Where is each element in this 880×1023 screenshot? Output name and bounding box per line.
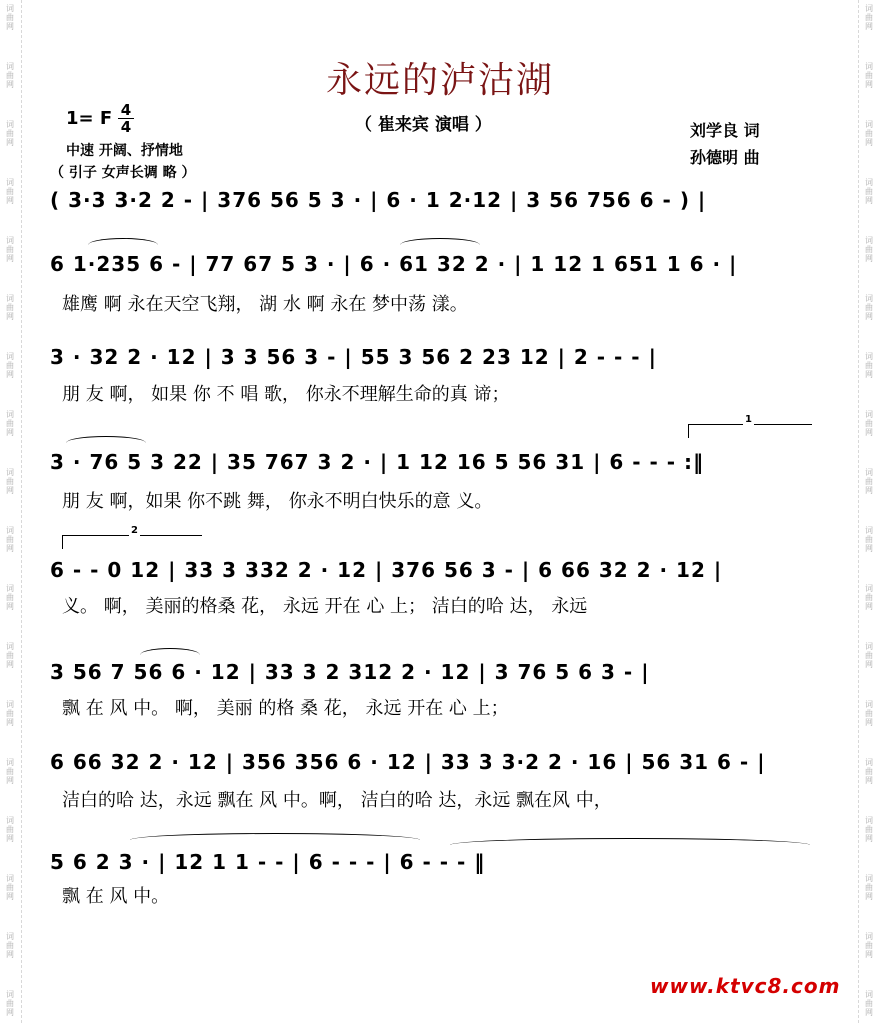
- side-watermark-text: 词 曲 网: [865, 352, 873, 379]
- tie-mark: [400, 238, 480, 252]
- time-signature: [118, 102, 134, 135]
- side-watermark-text: 词 曲 网: [6, 874, 14, 901]
- side-watermark-text: 词 曲 网: [865, 526, 873, 553]
- tempo-marking: 中速 开阔、抒情地: [66, 143, 183, 159]
- side-watermark-text: 词 曲 网: [6, 62, 14, 89]
- side-watermark-text: 词 曲 网: [865, 758, 873, 785]
- volta-label-1: 1: [745, 414, 752, 425]
- lyrics-row-2: 雄鹰 啊 永在天空飞翔， 湖 水 啊 永在 梦中荡 漾。: [62, 294, 468, 315]
- tie-mark: [88, 238, 158, 252]
- notation-row-4: 3 · 76 5 3 22 | 35 767 3 2 · | 1 12 16 5 56 31 | 6 - - - :‖: [50, 450, 705, 474]
- side-watermark-text: 词 曲 网: [6, 468, 14, 495]
- side-watermark-text: 词 曲 网: [865, 468, 873, 495]
- lyrics-row-7: 洁白的哈 达，永远 飘在 风 中。啊， 洁白的哈 达，永远 飘在风 中，: [62, 790, 612, 811]
- notation-row-1: ( 3·3 3·2 2 - | 376 56 5 3 · | 6 · 1 2·12 | 3 56 756 6 - ) |: [50, 188, 707, 212]
- side-watermark-text: 词 曲 网: [865, 990, 873, 1017]
- side-watermark-text: 词 曲 网: [6, 700, 14, 727]
- lyrics-row-3: 朋 友 啊， 如果 你 不 唱 歌， 你永不理解生命的真 谛；: [62, 384, 510, 405]
- time-signature-top: 4: [118, 102, 134, 119]
- tie-mark: [66, 436, 146, 450]
- intro-note: （ 引子 女声长调 略 ）: [50, 165, 196, 181]
- side-watermark-text: 词 曲 网: [865, 932, 873, 959]
- side-watermark-text: 词 曲 网: [6, 932, 14, 959]
- time-signature-bottom: 4: [120, 118, 132, 136]
- side-watermark-text: 词 曲 网: [6, 352, 14, 379]
- side-watermark-text: 词 曲 网: [6, 236, 14, 263]
- right-watermark-strip: [858, 0, 880, 1023]
- side-watermark-text: 词 曲 网: [865, 816, 873, 843]
- side-watermark-text: 词 曲 网: [6, 758, 14, 785]
- notation-row-5: 6 - - 0 12 | 33 3 332 2 · 12 | 376 56 3 - | 6 66 32 2 · 12 |: [50, 558, 723, 582]
- side-watermark-text: 词 曲 网: [865, 874, 873, 901]
- notation-row-8: 5 6 2 3 · | 12 1 1 - - | 6 - - - | 6 - - - ‖: [50, 850, 486, 874]
- tie-mark: [130, 833, 420, 847]
- side-watermark-text: 词 曲 网: [865, 178, 873, 205]
- lyrics-row-8: 飘 在 风 中。: [62, 886, 170, 907]
- side-watermark-text: 词 曲 网: [6, 816, 14, 843]
- side-watermark-text: 词 曲 网: [865, 120, 873, 147]
- lyricist-credit: 刘学良 词: [690, 121, 760, 140]
- lyrics-row-5: 义。 啊， 美丽的格桑 花， 永远 开在 心 上； 洁白的哈 达， 永远: [62, 596, 588, 617]
- side-watermark-text: 词 曲 网: [865, 294, 873, 321]
- side-watermark-text: 词 曲 网: [865, 62, 873, 89]
- side-watermark-text: 词 曲 网: [6, 178, 14, 205]
- side-watermark-text: 词 曲 网: [6, 584, 14, 611]
- lyrics-row-6: 飘 在 风 中。 啊， 美丽 的格 桑 花， 永远 开在 心 上；: [62, 698, 509, 719]
- site-watermark: www.ktvc8.com: [650, 974, 841, 998]
- notation-row-2: 6 1·235 6 - | 77 67 5 3 · | 6 · 61 32 2 · | 1 12 1 651 1 6 · |: [50, 252, 738, 276]
- left-watermark-strip: [0, 0, 22, 1023]
- lyrics-row-4: 朋 友 啊，如果 你不跳 舞， 你永不明白快乐的意 义。: [62, 491, 493, 512]
- key-signature: 1= F: [66, 108, 113, 129]
- side-watermark-text: 词 曲 网: [6, 526, 14, 553]
- volta-bracket-2: [62, 525, 202, 549]
- song-title: 永远的泸沽湖: [325, 60, 554, 101]
- side-watermark-text: 词 曲 网: [6, 410, 14, 437]
- side-watermark-text: 词 曲 网: [865, 642, 873, 669]
- notation-row-7: 6 66 32 2 · 12 | 356 356 6 · 12 | 33 3 3·2 2 · 16 | 56 31 6 - |: [50, 750, 766, 774]
- notation-row-3: 3 · 32 2 · 12 | 3 3 56 3 - | 55 3 56 2 23 12 | 2 - - - |: [50, 345, 657, 369]
- side-watermark-text: 词 曲 网: [865, 4, 873, 31]
- side-watermark-text: 词 曲 网: [6, 4, 14, 31]
- volta-label-2: 2: [131, 525, 138, 536]
- side-watermark-text: 词 曲 网: [865, 700, 873, 727]
- volta-bracket-1: [688, 414, 812, 438]
- singer-credit: （ 崔来宾 演唱 ）: [355, 115, 492, 135]
- notation-row-6: 3 56 7 56 6 · 12 | 33 3 2 312 2 · 12 | 3 76 5 6 3 - |: [50, 660, 650, 684]
- side-watermark-text: 词 曲 网: [6, 294, 14, 321]
- side-watermark-text: 词 曲 网: [6, 642, 14, 669]
- side-watermark-text: 词 曲 网: [865, 584, 873, 611]
- side-watermark-text: 词 曲 网: [6, 990, 14, 1017]
- side-watermark-text: 词 曲 网: [865, 236, 873, 263]
- composer-credit: 孙德明 曲: [690, 148, 760, 167]
- side-watermark-text: 词 曲 网: [865, 410, 873, 437]
- side-watermark-text: 词 曲 网: [6, 120, 14, 147]
